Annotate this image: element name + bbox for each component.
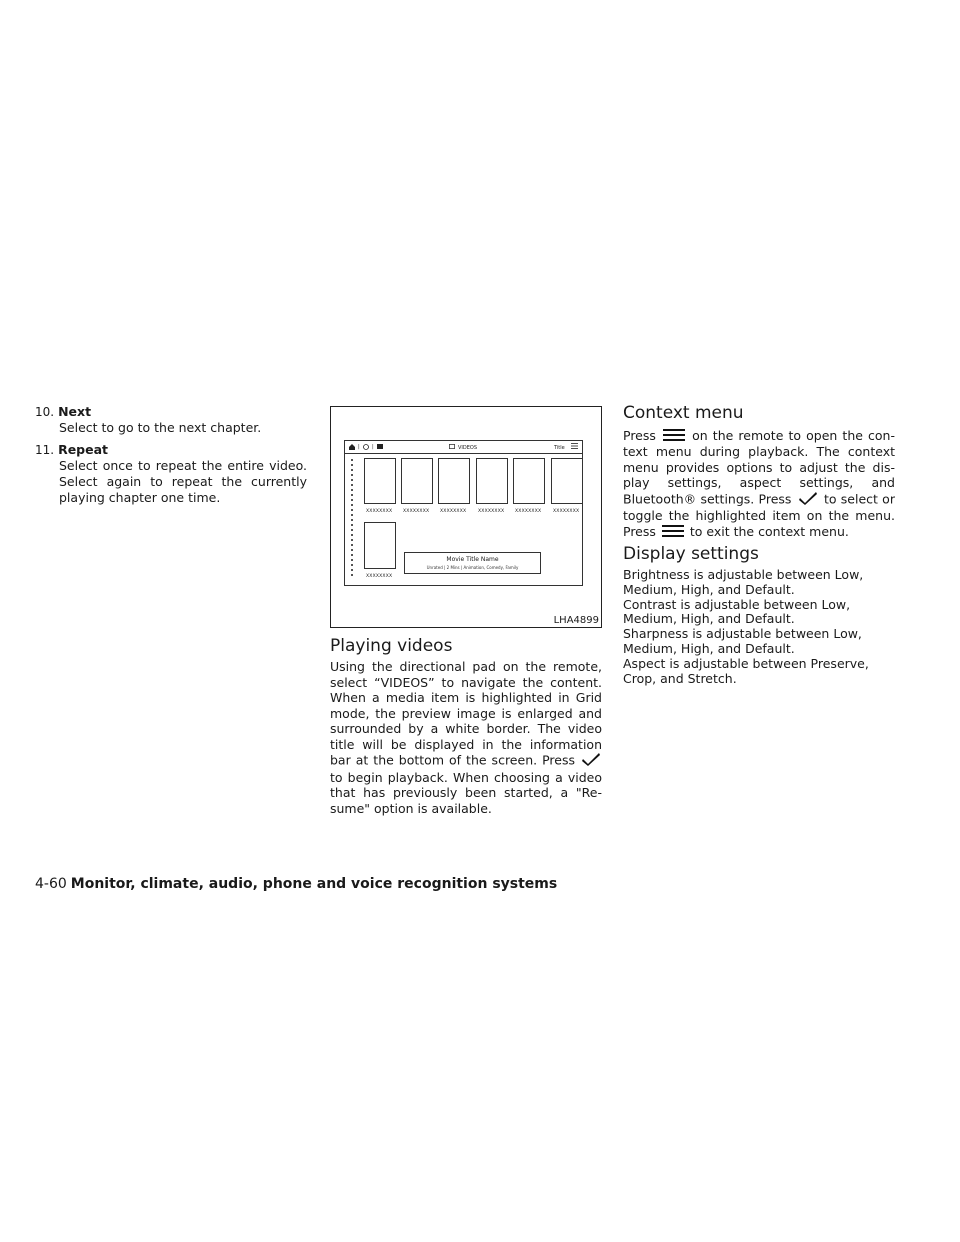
video-thumbnail bbox=[364, 522, 396, 569]
screen-title-label: Title bbox=[554, 444, 565, 451]
video-thumbnail bbox=[438, 458, 470, 504]
section-title: Monitor, climate, audio, phone and voice recognition systems bbox=[70, 876, 558, 892]
screen-illustration bbox=[344, 440, 583, 586]
list-item-repeat bbox=[35, 442, 307, 506]
movie-meta: Unrated | 2 Mins | Animation, Comedy, Family bbox=[426, 565, 519, 570]
paragraph-text: Using the directional pad on the remote, select “VIDEOS” to navigate the content. When a media item is highlighted in Grid mode, the preview image is enlarged and surrounded by a white border. The video title will be displayed in the information bar at the bottom of the screen. Press bbox=[330, 659, 602, 768]
separator-icon: | bbox=[372, 444, 374, 450]
page-number: 4-60 bbox=[35, 876, 67, 892]
item-number: 10. bbox=[35, 405, 55, 419]
screen-top-bar bbox=[345, 441, 582, 454]
thumbnail-label: XXXXXXXX bbox=[478, 509, 505, 514]
video-thumbnail bbox=[401, 458, 433, 504]
paragraph-text: Press bbox=[623, 428, 656, 443]
checkmark-icon bbox=[796, 491, 820, 509]
item-description: Select once to repeat the entire video. Select again to repeat the currently playing chapter one time. bbox=[59, 458, 307, 505]
movie-title: Movie Title Name bbox=[446, 556, 499, 563]
list-item-next bbox=[35, 404, 307, 436]
menu-icon bbox=[661, 429, 687, 445]
display-settings-list bbox=[623, 568, 895, 686]
thumbnail-label: XXXXXXXX bbox=[366, 574, 393, 579]
video-thumbnail bbox=[476, 458, 508, 504]
setting-line: Contrast is adjustable between Low, Medium, High, and Default. bbox=[623, 596, 851, 627]
item-title: Next bbox=[58, 404, 92, 419]
video-thumbnail bbox=[364, 458, 396, 504]
item-title: Repeat bbox=[58, 442, 109, 457]
thumbnail-label: XXXXXXXX bbox=[553, 509, 580, 514]
separator-icon: | bbox=[358, 444, 360, 450]
paragraph-text: to exit the context menu. bbox=[689, 523, 849, 539]
setting-line: Aspect is adjustable between Preserve, Crop, and Stretch. bbox=[623, 655, 869, 686]
folder-icon bbox=[377, 444, 383, 451]
thumbnail-label: XXXXXXXX bbox=[440, 509, 467, 514]
screen-header: VIDEOS bbox=[458, 444, 478, 451]
menu-icon bbox=[660, 525, 686, 541]
disc-icon bbox=[363, 444, 369, 452]
paragraph-text: to select or toggle the highlighted item on the menu. Press bbox=[623, 491, 895, 539]
menu-icon bbox=[571, 443, 578, 451]
home-icon bbox=[349, 444, 355, 452]
item-description: Select to go to the next chapter. bbox=[59, 420, 262, 435]
thumbnail-label: XXXXXXXX bbox=[366, 509, 393, 514]
playing-videos-text bbox=[330, 659, 602, 816]
video-thumbnail bbox=[513, 458, 545, 504]
information-bar bbox=[404, 552, 541, 574]
checkmark-icon bbox=[580, 752, 602, 770]
display-settings-heading: Display settings bbox=[623, 544, 759, 564]
figure-label: LHA4899 bbox=[553, 615, 599, 626]
playing-videos-heading: Playing videos bbox=[330, 636, 453, 656]
video-grid-figure bbox=[330, 406, 602, 628]
alphabet-index bbox=[350, 459, 354, 581]
setting-line: Brightness is adjustable between Low, Medium, High, and Default. bbox=[623, 567, 864, 597]
item-number: 11. bbox=[35, 443, 55, 457]
context-menu-heading: Context menu bbox=[623, 403, 744, 423]
thumbnail-label: XXXXXXXX bbox=[515, 509, 542, 514]
paragraph-text: on the remote to open the con-text menu during playback. The context menu provides options to adjust the dis-play settings, aspect settings, and Bluetooth® settings. Press bbox=[623, 428, 895, 506]
paragraph-text: to begin playback. When choosing a video that has previously been started, a "Re-sume" option is available. bbox=[330, 769, 602, 816]
video-thumbnail bbox=[551, 458, 583, 504]
setting-line: Sharpness is adjustable between Low, Medium, High, and Default. bbox=[623, 626, 862, 656]
video-icon bbox=[449, 444, 455, 451]
page-footer bbox=[35, 876, 557, 892]
context-menu-text bbox=[623, 428, 895, 540]
thumbnail-label: XXXXXXXX bbox=[403, 509, 430, 514]
